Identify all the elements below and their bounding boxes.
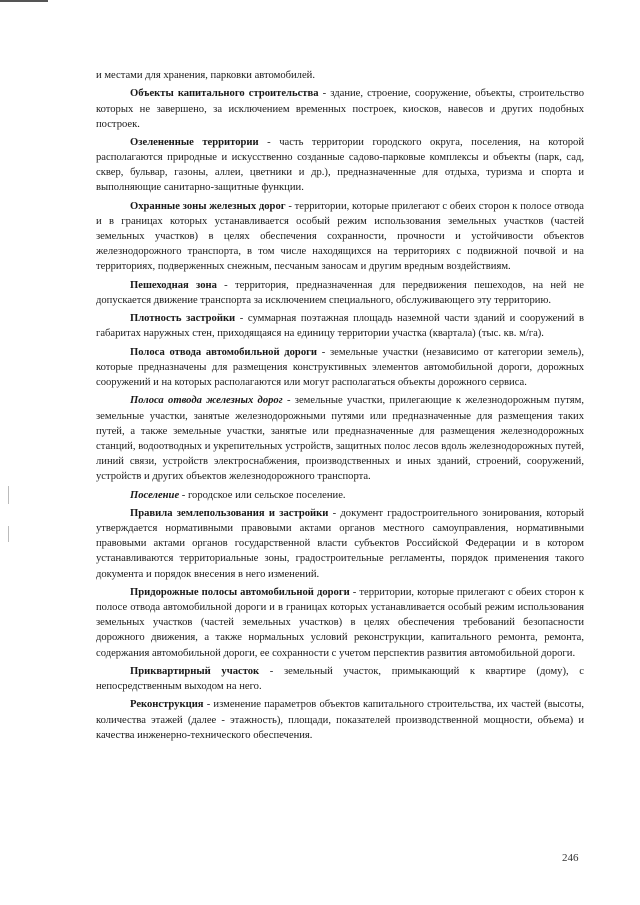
definition-text: - суммарная поэтажная площадь наземной части зданий и сооружений в габаритах наружных стен, приходящаяся на единицу территории участка (квартала) (тыс. кв. м/га). (96, 313, 584, 340)
paragraph (96, 278, 584, 308)
term: Придорожные полосы автомобильной дороги (130, 586, 350, 598)
binding-mark (8, 486, 9, 504)
term: Поселение (130, 489, 180, 501)
definition-text: - земельные участки (независимо от категории земель), которые предназначены для размещения конструктивных элементов автомобильной дороги, дорожных сооружений и на которых располагаются или могут располагаться объекты дорожного сервиса. (96, 346, 584, 389)
term: Охранные зоны железных дорог (130, 200, 286, 212)
paragraph (96, 488, 584, 503)
paragraph (96, 311, 584, 341)
term: Объекты капитального строительства (130, 88, 319, 100)
term: Полоса отвода железных дорог (130, 395, 283, 407)
definition-text: - изменение параметров объектов капитального строительства, их частей (высоты, количества этажей (далее - этажность), площади, показателей производственной мощности, объема) и качества инженерно-технического обеспечения. (96, 699, 584, 741)
definition-text: - документ градостроительного зонирования, который утверждается нормативными правовыми актами органов местного самоуправления, нормативными правовыми актами органов государственной власти субъектов Российской Федерации и в котором устанавливаются территориальные зоны, градостроительные регламенты, порядок применения такого документа и порядок внесения в него изменений. (96, 507, 584, 580)
paragraph (96, 345, 584, 390)
term: Реконструкция (130, 699, 204, 711)
term: Правила землепользования и застройки (130, 507, 329, 519)
term: Пешеходная зона (130, 279, 217, 291)
paragraph (96, 135, 584, 196)
definition-text: - территории, которые прилегают с обеих сторон к полосе отвода и в границах которых устанавливается особый режим использования земельных участков (частей земельных участков) в целях обеспечения сохранности, прочности и устойчивости объектов железнодорожного транспорта, в том числе находящихся на территориях с подвижной почвой и на территориях, подверженных снежным, песчаным заносам и другим вредным воздействиям. (96, 200, 584, 273)
paragraph (96, 68, 584, 83)
paragraph (96, 199, 584, 275)
definition-text: - здание, строение, сооружение, объекты, строительство которых не завершено, за исключением временных построек, киосков, навесов и других подобных построек. (96, 88, 584, 130)
paragraph (96, 585, 584, 661)
definition-text: - городское или сельское поселение. (179, 489, 346, 501)
paragraph (96, 506, 584, 582)
term: Полоса отвода автомобильной дороги (130, 346, 318, 358)
paragraph (96, 664, 584, 694)
definition-text: - территории, которые прилегают с обеих сторон к полосе отвода автомобильной дороги и в границах которых устанавливается особый режим использования земельных участков (частей земельных участков) в целях обеспечения требований безопасности дорожного движения, а также нормальных условий реконструкции, капитального ремонта, ремонта, содержания автомобильной дороги, ее сохранности с учетом перспектив развития автомобильной дороги. (96, 586, 584, 659)
definition-text: - земельные участки, прилегающие к железнодорожным путям, земельные участки, занятые железнодорожными путями или предназначенные для размещения таких путей, а также земельные участки, занятые или предназначенные для размещения железнодорожных станций, водоотводных и укрепительных устройств, защитных полос лесов вдоль железнодорожных путей, линий связи, устройств электроснабжения, производственных и иных зданий, строений, сооружений, устройств и других объектов железнодорожного транспорта. (96, 395, 584, 483)
binding-mark (8, 526, 9, 542)
paragraph (96, 86, 584, 131)
term: Приквартирный участок (130, 665, 260, 677)
definition-text: - земельный участок, примыкающий к квартире (дому), с непосредственным выходом на него. (96, 665, 584, 692)
term: Озелененные территории (130, 137, 259, 148)
page-number: 246 (562, 852, 579, 864)
scan-edge-line (0, 0, 48, 2)
paragraph (96, 697, 584, 742)
paragraph-text: и местами для хранения, парковки автомобилей. (96, 70, 315, 81)
document-body (96, 68, 584, 746)
definition-text: - территория, предназначенная для передвижения пешеходов, на ней не допускается движение транспорта за исключением специального, обслуживающего эту территорию. (96, 279, 584, 306)
definition-text: - часть территории городского округа, поселения, на которой располагаются природные и искусственно созданные садово-парковые комплексы и объекты (парк, сад, сквер, бульвар, газоны, аллеи, цветники и др.), предназначенные для отдыха, туризма и спорта и выполняющие санитарно-защитные функции. (96, 137, 585, 194)
term: Плотность застройки (130, 313, 236, 325)
paragraph (96, 393, 584, 484)
